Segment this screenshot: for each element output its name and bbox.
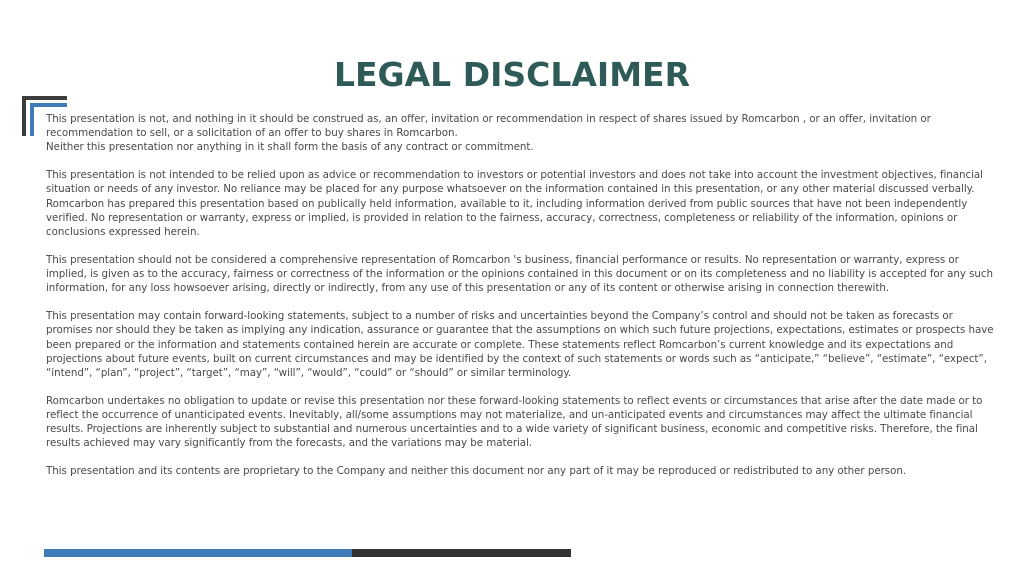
page-title: LEGAL DISCLAIMER	[333, 55, 690, 94]
disclaimer-paragraph: This presentation should not be considered a comprehensive representation of Romcarbon 's business, financial performance or results. No representation or warranty, express or implied, is given as to the accuracy, fairness or correctness of the information or the opinions contained in this document or on its completeness and no liability is accepted for any such information, for any loss howsoever arising, directly or indirectly, from any use of this presentation or any of its content or otherwise arising in connection therewith.	[46, 253, 993, 295]
disclaimer-paragraph: This presentation is not intended to be relied upon as advice or recommendation to investors or potential investors and does not take into account the investment objectives, financial situation or needs of any investor. No reliance may be placed for any purpose whatsoever on the information contained in this presentation, or any other material discussed verbally.	[46, 169, 983, 196]
footer-accent-bar	[44, 549, 571, 557]
disclaimer-paragraph: This presentation and its contents are proprietary to the Company and neither this document nor any part of it may be reproduced or redistributed to any other person.	[46, 465, 907, 478]
footer-accent-blue	[44, 549, 352, 557]
disclaimer-paragraph: This presentation is not, and nothing in it should be construed as, an offer, invitation or recommendation in respect of shares issued by Romcarbon , or an offer, invitation or recommendation to sell, or a solicitation of an offer to buy shares in Romcarbon.	[46, 113, 931, 140]
disclaimer-body	[46, 112, 996, 493]
disclaimer-paragraph: Romcarbon has prepared this presentation based on publically held information, available to it, including information derived from public sources that have not been independently verified. No representation or warranty, express or implied, is provided in relation to the fairness, accuracy, correctness, completeness or reliability of the information, opinions or conclusions expressed herein.	[46, 197, 968, 238]
disclaimer-paragraph: This presentation may contain forward-looking statements, subject to a number of risks and uncertainties beyond the Company’s control and should not be taken as forecasts or promises nor should they be taken as implying any indication, assurance or guarantee that the assumptions on which such future projections, expectations, estimates or prospects have been prepared or the information and statements contained herein are accurate or complete. These statements reflect Romcarbon’s current knowledge and its expectations and projections about future events, built on current circumstances and may be identified by the context of such statements or words such as “anticipate,” “believe”, “estimate”, “expect”, “intend”, “plan”, “project”, “target”, “may”, “will”, “would”, “could” or “should” or similar terminology.	[46, 310, 994, 379]
disclaimer-paragraph: Romcarbon undertakes no obligation to update or revise this presentation nor these forward-looking statements to reflect events or circumstances that arise after the date made or to reflect the occurrence of unanticipated events. Inevitably, all/some assumptions may not materialize, and un-anticipated events and circumstances may affect the ultimate financial results. Projections are inherently subject to substantial and numerous uncertainties and to a wide variety of significant business, economic and competitive risks. Therefore, the final results achieved may vary significantly from the forecasts, and the variations may be material.	[46, 394, 983, 450]
footer-accent-dark	[352, 549, 571, 557]
disclaimer-paragraph: Neither this presentation nor anything in it shall form the basis of any contract or commitment.	[46, 141, 534, 154]
